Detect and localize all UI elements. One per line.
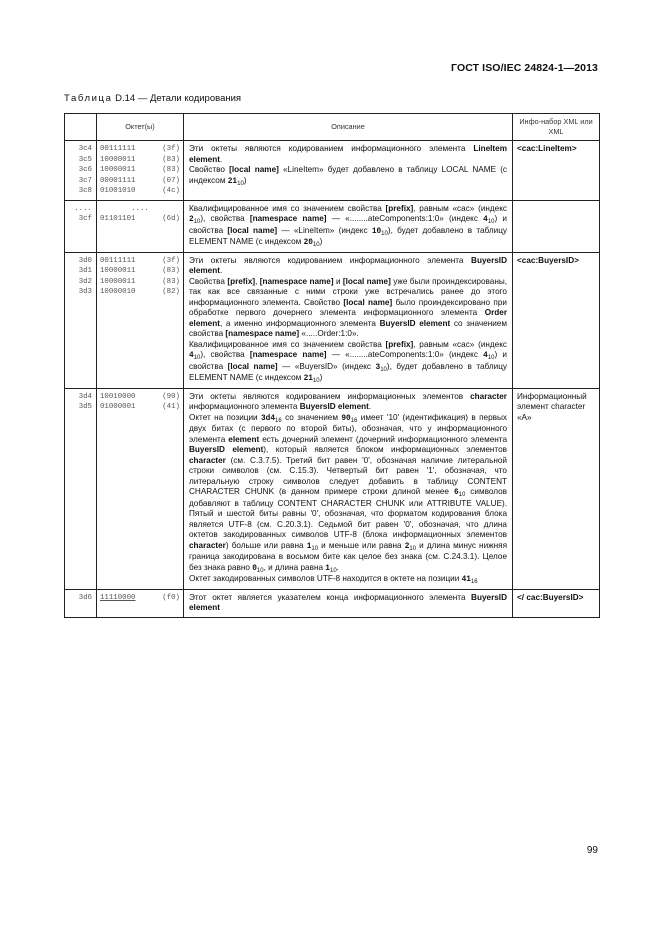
header-octets: Октет(ы) <box>97 114 184 141</box>
xml-cell <box>513 200 600 252</box>
description-cell: Эти октеты являются кодированием информационного элемента LineItem element. Свойство [local name] «LineItem» будет добавлено в таблицу LOCAL NAME (с индексом $21_{10}$) <box>184 141 513 201</box>
xml-cell: <cac:BuyersID> <box>513 252 600 388</box>
caption-label: Таблица <box>64 93 113 104</box>
hex-cell: 3c4 3c5 3c6 3c7 3c8 <box>65 141 97 201</box>
caption-title: — Детали кодирования <box>137 93 242 104</box>
table-row <box>65 388 600 589</box>
description-cell: Эти октеты являются кодированием информационного элемента BuyersID element. Свойства [prefix], [namespace name] и [local name] уже были проиндексированы, так как все связанные с ними строки уже встречались ранее до этого информационного элемента. Свойство [local name] было проиндексировано при обработке первого дочернего элемента информационного элемента Order element, а именно информационного элемента BuyersID element со значением свойства [namespace name] «.....Order:1:0». Квалифицированное имя со значением свойства [prefix], равным «cac» (индекс $4_{10}$), свойства [namespace name] — «........ateComponents:1:0» (индекс $4_{10}$) и свойства [local name] — «BuyersID» (индекс $3_{10}$), будет добавлено в таблицу ELEMENT NAME (с индексом $21_{10}$) <box>184 252 513 388</box>
table-row <box>65 252 600 388</box>
binary-cell: 00111111 (3f) 10000011 (83) 10000011 (83) 10000010 (82) <box>97 252 184 388</box>
page-number: 99 <box>586 845 598 856</box>
binary-cell: .... 01101101 (6d) <box>97 200 184 252</box>
hex-cell: 3d6 <box>65 589 97 617</box>
table-row <box>65 141 600 201</box>
xml-cell: <cac:LineItem> <box>513 141 600 201</box>
table-row <box>65 589 600 617</box>
encoding-details-table <box>64 113 600 618</box>
binary-cell: 11110000 (f0) <box>97 589 184 617</box>
standard-header: ГОСТ ISO/IEC 24824-1—2013 <box>451 62 598 74</box>
header-xml: Инфо-набор XML или XML <box>513 114 600 141</box>
header-empty <box>65 114 97 141</box>
header-description: Описание <box>184 114 513 141</box>
xml-cell: </ cac:BuyersID> <box>513 589 600 617</box>
table-caption <box>64 93 241 104</box>
description-cell: Этот октет является указателем конца информационного элемента BuyersID element <box>184 589 513 617</box>
hex-cell: .... 3cf <box>65 200 97 252</box>
xml-cell: Информационный элемент character «A» <box>513 388 600 589</box>
description-cell: Эти октеты являются кодированием информационных элементов character информационного элемента BuyersID element. Октет на позиции $3d4_{16}$ со значением $90_{16}$ имеет '10' (идентификация) в первых двух битах (с первого по второй биты), обозначая, что у информационного элемента element есть дочерний элемент (дочерний информационного элемента BuyersID element), который является блоком информационных элементов character (см. C.3.7.5). Третий бит равен '0', обозначая наличие литеральной строки символов (см. C.15.3). Четвертый бит равен '1', обозначая, что литеральную строку символов следует добавить в таблицу CONTENT CHARACTER CHUNK (в данном примере строки длиной менее $6_{10}$ символов добавляют в таблицу CONTENT CHARACTER CHUNK или ATTRIBUTE VALUE). Пятый и шестой биты равны '0', обозначая, что форматом кодирования блока является UTF-8 (см. C.20.3.1). Седьмой бит равен '0', обозначая, что длина октетов закодированных символов UTF-8 (блока информационных элементов character) больше или равна $1_{10}$ и меньше или равна $2_{10}$ и длина минус нижняя граница закодирована в восьмом бите как целое без знака (см. C.24.3.1). Целое без знака равно $0_{10}$, и длина равна $1_{10}$. Октет закодированных символов UTF-8 находится в октете на позиции $41_{16}$ <box>184 388 513 589</box>
description-cell: Квалифицированное имя со значением свойства [prefix], равным «cac» (индекс $2_{10}$), свойства [namespace name] — «........ateComponents:1:0» (индекс $4_{10}$) и свойства [local name] — «LineItem» (индекс $10_{10}$), будет добавлено в таблицу ELEMENT NAME (с индексом $20_{10}$) <box>184 200 513 252</box>
caption-number: D.14 <box>115 93 136 104</box>
table-row <box>65 200 600 252</box>
binary-cell: 00111111 (3f) 10000011 (83) 10000011 (83) 00001111 (07) 01001010 (4c) <box>97 141 184 201</box>
binary-cell: 10010000 (90) 01000001 (41) <box>97 388 184 589</box>
table-header-row <box>65 114 600 141</box>
hex-cell: 3d0 3d1 3d2 3d3 <box>65 252 97 388</box>
hex-cell: 3d4 3d5 <box>65 388 97 589</box>
